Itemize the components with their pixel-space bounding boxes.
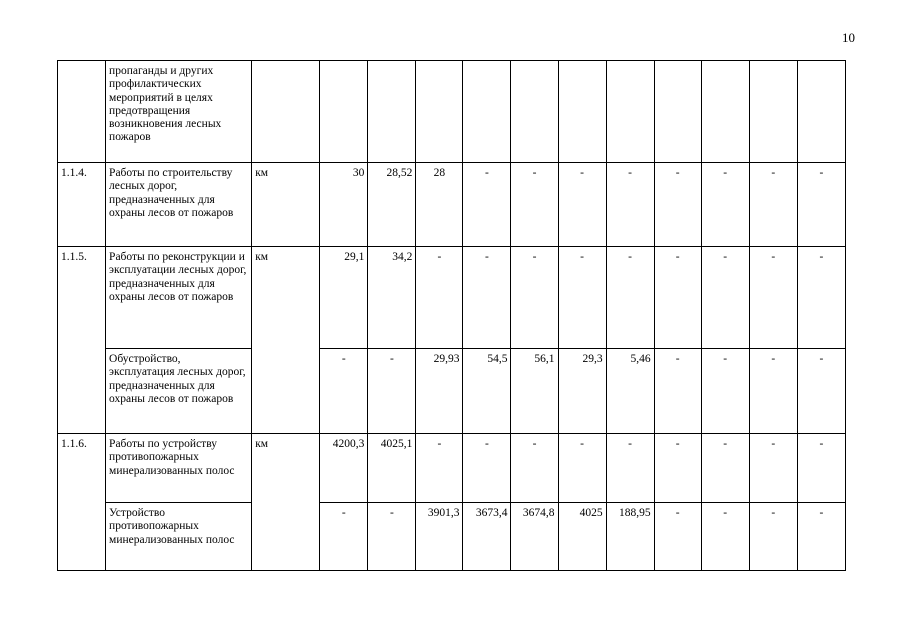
value-cell: - — [320, 503, 368, 571]
value-cell: - — [701, 247, 749, 349]
value-cell: - — [463, 434, 511, 503]
value-cell: - — [797, 349, 845, 434]
value-cell: - — [749, 247, 797, 349]
value-cell: 3674,8 — [511, 503, 558, 571]
row-number-cell: 1.1.6. — [58, 434, 106, 571]
data-table — [57, 60, 846, 571]
value-cell: 30 — [320, 163, 368, 247]
value-cell: - — [654, 349, 701, 434]
value-cell: - — [749, 163, 797, 247]
row-number-cell — [58, 61, 106, 163]
value-cell: 28 — [416, 163, 463, 247]
value-cell: 56,1 — [511, 349, 558, 434]
value-cell: 54,5 — [463, 349, 511, 434]
value-cell: - — [558, 163, 606, 247]
value-cell — [749, 61, 797, 163]
value-cell: - — [654, 247, 701, 349]
value-cell: - — [749, 434, 797, 503]
value-cell: - — [797, 434, 845, 503]
value-cell: - — [558, 247, 606, 349]
value-cell: - — [701, 434, 749, 503]
value-cell: - — [701, 349, 749, 434]
page-number: 10 — [842, 30, 855, 45]
value-cell: - — [463, 247, 511, 349]
value-cell — [368, 61, 416, 163]
row-unit-cell — [252, 61, 320, 163]
row-description-cell: Работы по реконструкции и эксплуатации лесных дорог, предназначенных для охраны лесов от пожаров — [106, 247, 252, 349]
value-cell: - — [558, 434, 606, 503]
row-description-cell: Работы по устройству противопожарных минерализованных полос — [106, 434, 252, 503]
value-cell — [463, 61, 511, 163]
value-cell: 29,93 — [416, 349, 463, 434]
value-cell: - — [797, 247, 845, 349]
value-cell: 28,52 — [368, 163, 416, 247]
table-row — [58, 503, 846, 571]
value-cell: - — [416, 247, 463, 349]
value-cell: - — [463, 163, 511, 247]
value-cell: 34,2 — [368, 247, 416, 349]
value-cell — [701, 61, 749, 163]
value-cell: - — [701, 163, 749, 247]
value-cell: - — [511, 434, 558, 503]
value-cell — [606, 61, 654, 163]
value-cell: - — [606, 163, 654, 247]
table-row — [58, 61, 846, 163]
value-cell: 4200,3 — [320, 434, 368, 503]
row-number-cell: 1.1.4. — [58, 163, 106, 247]
value-cell: - — [606, 247, 654, 349]
row-description-cell: Устройство противопожарных минерализованных полос — [106, 503, 252, 571]
table-row — [58, 434, 846, 503]
row-number-cell: 1.1.5. — [58, 247, 106, 434]
value-cell: - — [749, 503, 797, 571]
value-cell — [797, 61, 845, 163]
table-row — [58, 349, 846, 434]
value-cell: 5,46 — [606, 349, 654, 434]
value-cell: - — [749, 349, 797, 434]
value-cell: - — [606, 434, 654, 503]
value-cell: - — [797, 163, 845, 247]
table-row — [58, 247, 846, 349]
value-cell — [416, 61, 463, 163]
value-cell: - — [368, 503, 416, 571]
value-cell: - — [511, 163, 558, 247]
value-cell — [654, 61, 701, 163]
value-cell: 188,95 — [606, 503, 654, 571]
value-cell: 29,1 — [320, 247, 368, 349]
row-unit-cell: км — [252, 434, 320, 571]
value-cell — [558, 61, 606, 163]
row-unit-cell: км — [252, 247, 320, 434]
table-row — [58, 163, 846, 247]
value-cell — [511, 61, 558, 163]
value-cell — [320, 61, 368, 163]
value-cell: - — [701, 503, 749, 571]
value-cell: - — [368, 349, 416, 434]
value-cell: 29,3 — [558, 349, 606, 434]
value-cell: 4025,1 — [368, 434, 416, 503]
value-cell: - — [654, 163, 701, 247]
value-cell: - — [320, 349, 368, 434]
row-unit-cell: км — [252, 163, 320, 247]
row-description-cell: Работы по строительству лесных дорог, предназначенных для охраны лесов от пожаров — [106, 163, 252, 247]
value-cell: - — [654, 503, 701, 571]
value-cell: - — [654, 434, 701, 503]
row-description-cell: Обустройство, эксплуатация лесных дорог, предназначенных для охраны лесов от пожаров — [106, 349, 252, 434]
value-cell: - — [511, 247, 558, 349]
value-cell: - — [416, 434, 463, 503]
row-description-cell: пропаганды и других профилактических мероприятий в целях предотвращения возникновения лесных пожаров — [106, 61, 252, 163]
value-cell: 4025 — [558, 503, 606, 571]
value-cell: 3673,4 — [463, 503, 511, 571]
value-cell: 3901,3 — [416, 503, 463, 571]
value-cell: - — [797, 503, 845, 571]
